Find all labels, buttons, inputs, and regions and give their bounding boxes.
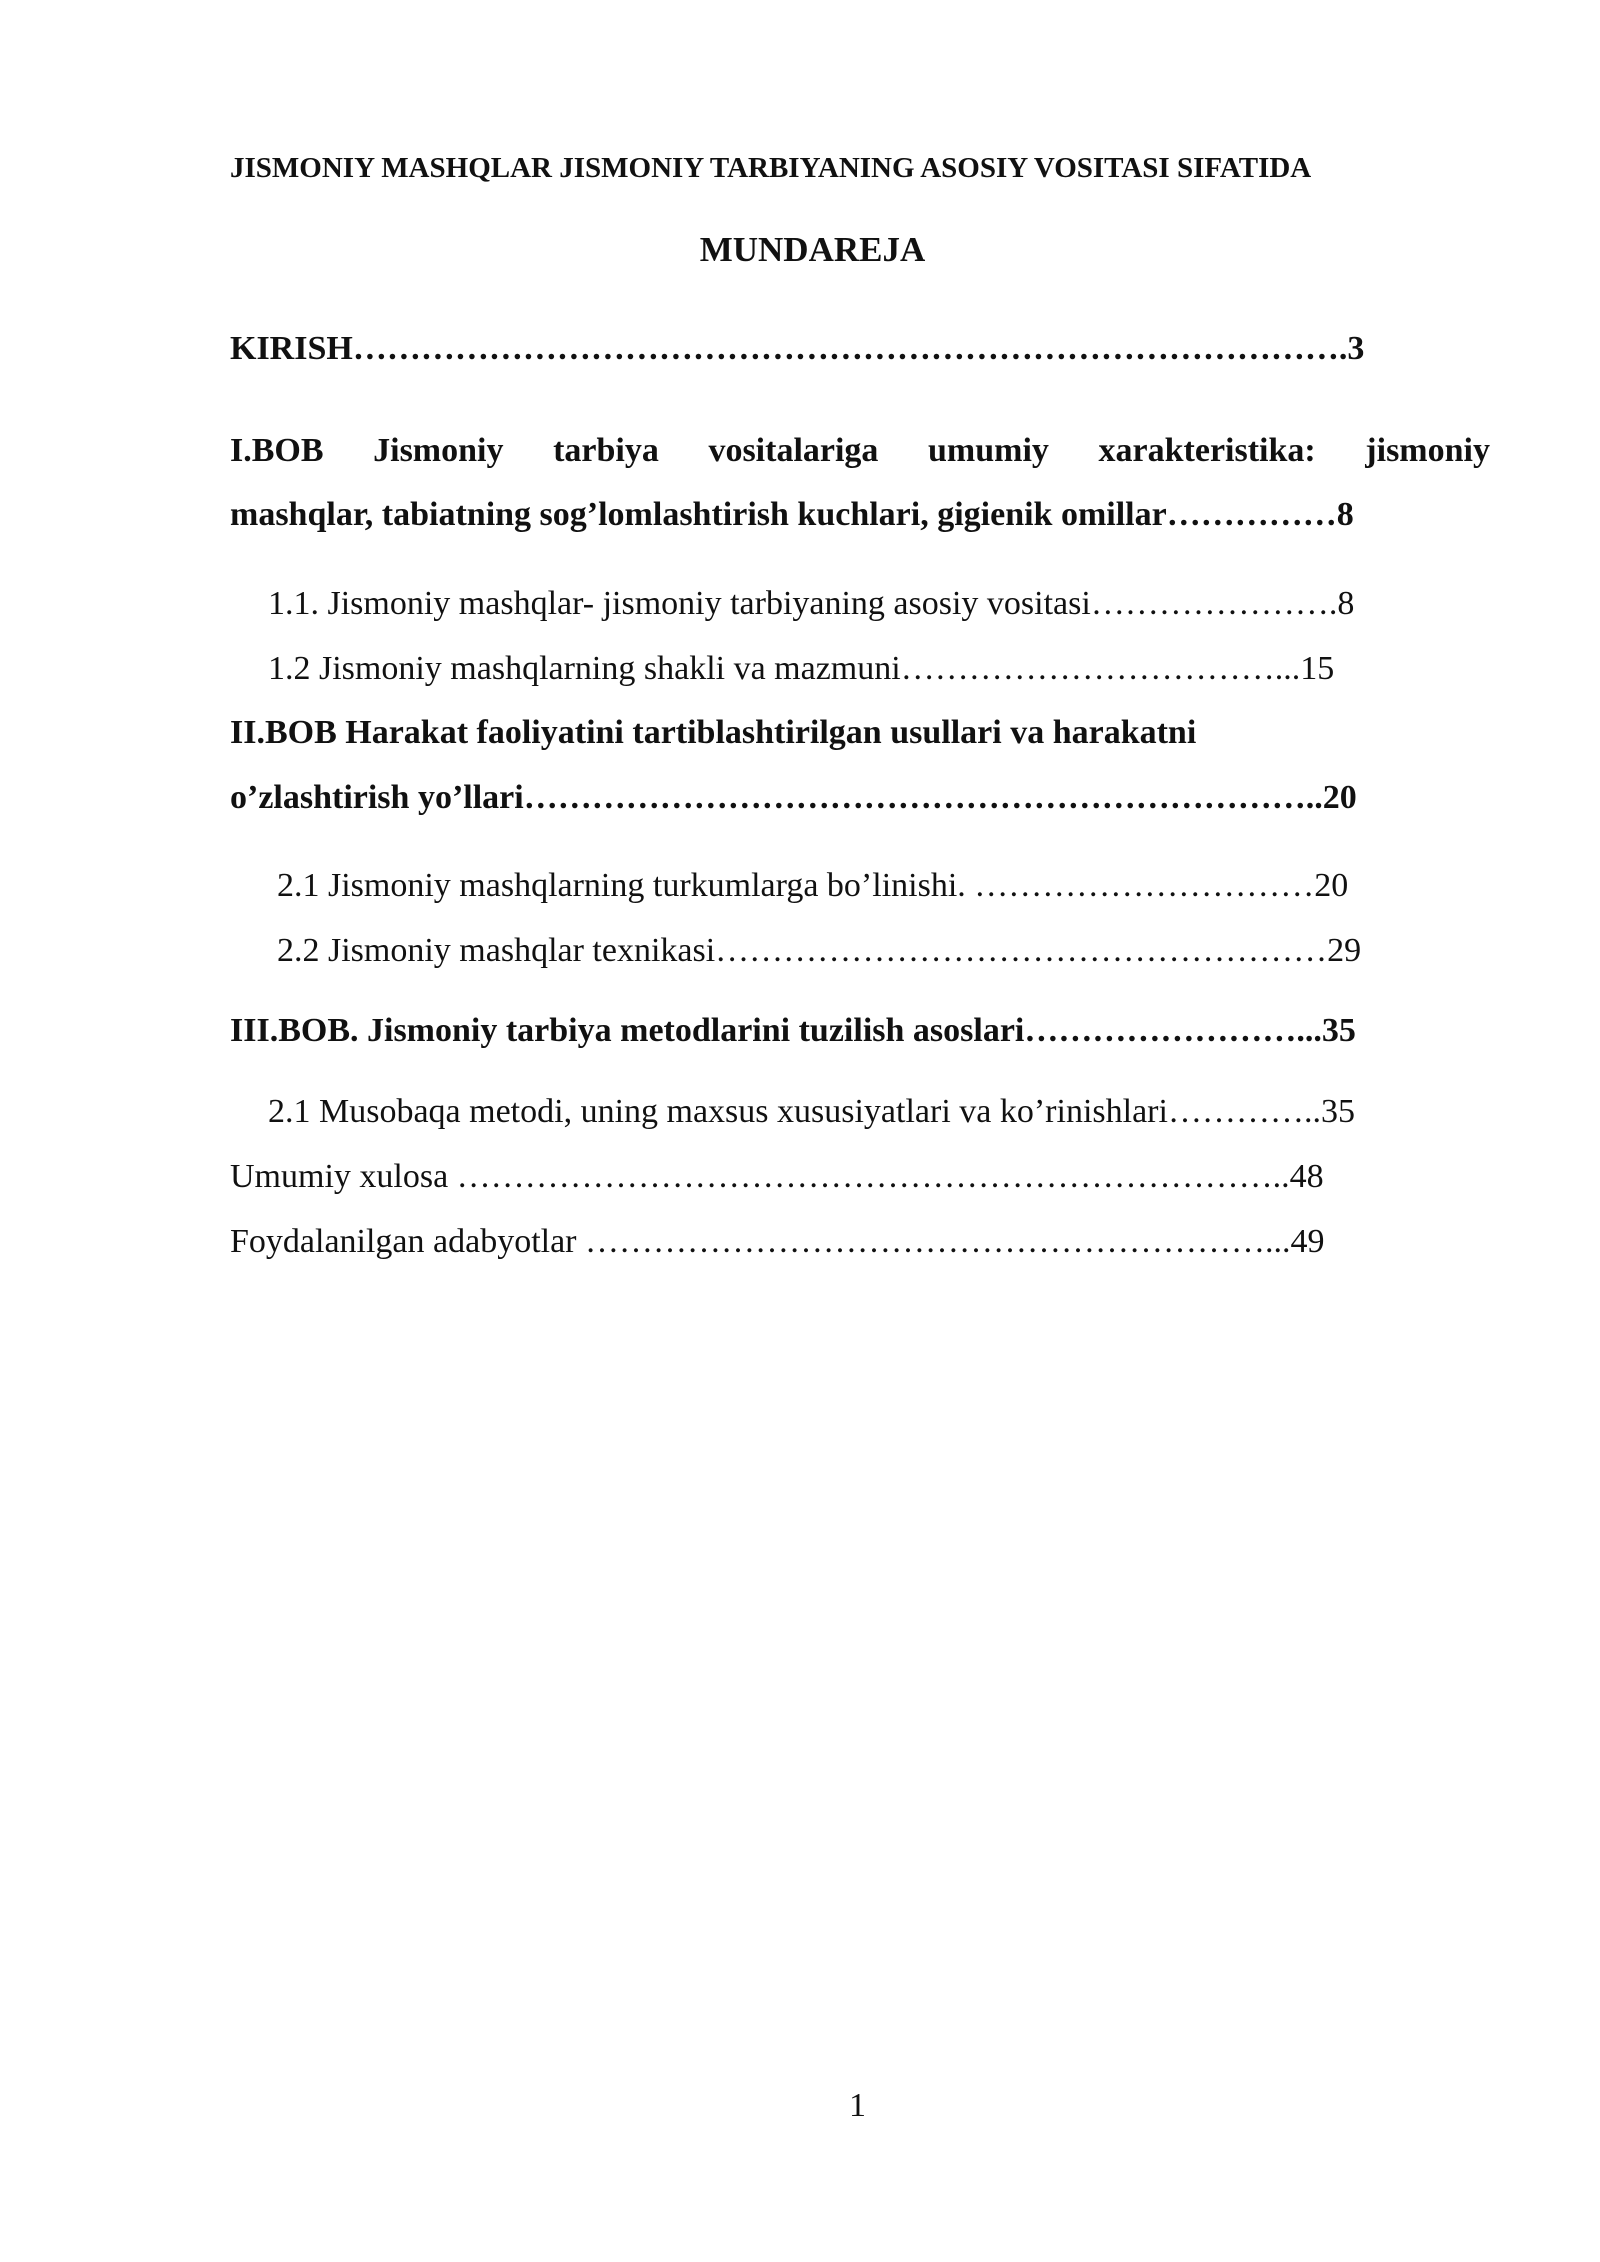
page-number: 1 <box>849 2087 866 2124</box>
toc-entry-1-1: 1.1. Jismoniy mashqlar- jismoniy tarbiyaning asosiy vositasi………………….8 <box>268 585 1355 622</box>
toc-entry-2-2: 2.2 Jismoniy mashqlar texnikasi………………………………………………29 <box>277 932 1362 969</box>
toc-entry-1-2: 1.2 Jismoniy mashqlarning shakli va mazmuni……………………………...15 <box>268 650 1335 687</box>
toc-entry-adabiyot: Foydalanilgan adabyotlar ……………………………………………………...49 <box>230 1223 1325 1260</box>
toc-entry-bob1-line1: I.BOB Jismoniy tarbiya vositalariga umumiy xarakteristika: jismoniy <box>230 432 1490 469</box>
toc-entry-3-1: 2.1 Musobaqa metodi, uning maxsus xususiyatlari va ko’rinishlari…………..35 <box>268 1093 1355 1130</box>
toc-entry-bob3: III.BOB. Jismoniy tarbiya metodlarini tuzilish asoslari……………………...35 <box>230 1012 1356 1049</box>
toc-entry-xulosa: Umumiy xulosa ………………………………………………………………..48 <box>230 1158 1324 1195</box>
document-title: JISMONIY MASHQLAR JISMONIY TARBIYANING ASOSIY VOSITASI SIFATIDA <box>230 152 1312 184</box>
toc-entry-kirish: KIRISH…………………………………………………………………………….3 <box>230 330 1365 367</box>
toc-entry-bob1-line2: mashqlar, tabiatning sog’lomlashtirish kuchlari, gigienik omillar……………8 <box>230 496 1354 533</box>
toc-heading: MUNDAREJA <box>699 230 926 269</box>
toc-entry-bob2-line2: o’zlashtirish yo’llari……………………………………………………………..20 <box>230 779 1357 816</box>
toc-entry-bob2-line1: II.BOB Harakat faoliyatini tartiblashtirilgan usullari va harakatni <box>230 714 1197 751</box>
toc-entry-2-1: 2.1 Jismoniy mashqlarning turkumlarga bo’linishi. …………………………20 <box>277 867 1349 904</box>
